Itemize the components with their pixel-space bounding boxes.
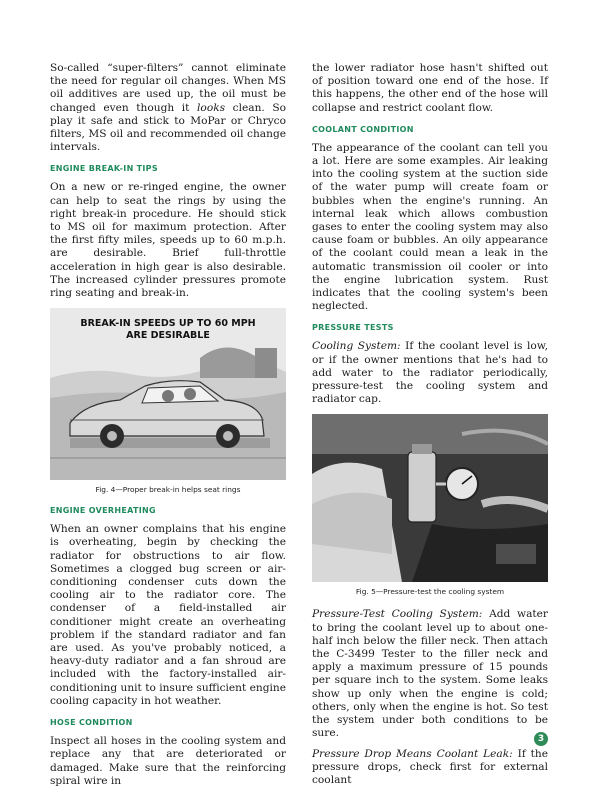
figure-4-caption: Fig. 4—Proper break-in helps seat rings bbox=[95, 485, 241, 495]
figure-4-title-overlay bbox=[50, 318, 286, 480]
paragraph-hose-condition: Inspect all hoses in the cooling system and replace any that are deteriorated or damaged. Make sure that the reinforcing spiral wire in bbox=[50, 735, 286, 787]
pressure-test-photo bbox=[312, 414, 548, 582]
paragraph-coolant-condition: The appearance of the coolant can tell you a lot. Here are some examples. Air leaking into the cooling system at the suction side of the water pump will create foam or bubbles when the engine's running. An internal leak which allows combustion gases to enter the cooling system may also cause foam or bubbles. An oily appearance of the coolant could mean a leak in the automatic transmission oil cooler or into the engine lubrication system. Rust indicates that the cooling system's been neglected. bbox=[312, 141, 548, 313]
figure-5 bbox=[312, 414, 548, 596]
figure-4 bbox=[50, 308, 286, 494]
paragraph-pressure-drop: Pressure Drop Means Coolant Leak: If the pressure drops, check first for external coolant bbox=[312, 747, 548, 786]
paragraph-cooling-system: Cooling System: If the coolant level is low, or if the owner mentions that he's had to add water to the radiator periodically, pressure-test the cooling system and radiator cap. bbox=[312, 340, 548, 406]
heading-hose-condition: HOSE CONDITION bbox=[50, 718, 133, 728]
paragraph-pressure-test-cooling-system: Pressure-Test Cooling System: Add water to bring the coolant level up to about one-half inch below the filler neck. Then attach the C-3499 Tester to the filler neck and apply a maximum pressure of 15 pounds per square inch to the system. Some leaks show up only when the engine is cold; others, only when the engine is hot. So test the system under both conditions to be sure. bbox=[312, 608, 548, 740]
heading-engine-break-in: ENGINE BREAK-IN TIPS bbox=[50, 164, 158, 174]
page-number-badge: 3 bbox=[534, 732, 548, 746]
figure-4-title-line-2: ARE DESIRABLE bbox=[126, 330, 210, 342]
paragraph-hose-continued: the lower radiator hose hasn't shifted out of position toward one end of the hose. If this happens, the other end of the hose will collapse and restrict coolant flow. bbox=[312, 62, 548, 114]
figure-5-caption: Fig. 5—Pressure-test the cooling system bbox=[355, 587, 505, 597]
paragraph-break-in: On a new or re-ringed engine, the owner can help to seat the rings by using the right break-in procedure. He should stick to MS oil for maximum protection. After the first fifty miles, speeds up to 60 m.p.h. are desirable. Brief full-throttle acceleration in high gear is also desirable. The increased cylinder pressures promote ring seating and break-in. bbox=[50, 181, 286, 300]
heading-coolant-condition: COOLANT CONDITION bbox=[312, 124, 414, 134]
paragraph-overheating: When an owner complains that his engine is overheating, begin by checking the radiator for obstructions to air flow. Sometimes a clogged bug screen or air-conditioning condenser cuts down the cooling air to the radiator core. The condenser of a field-installed air conditioner might create an overheating problem if the standard radiator and fan are used. As you've probably noticed, a heavy-duty radiator and a fan shroud are included with the factory-installed air-conditioning unit to insure sufficient engine cooling capacity in hot weather. bbox=[50, 523, 286, 707]
heading-pressure-tests: PRESSURE TESTS bbox=[312, 323, 394, 333]
figure-4-title-line-1: BREAK-IN SPEEDS UP TO 60 MPH bbox=[80, 318, 256, 330]
right-column bbox=[312, 62, 548, 794]
left-column bbox=[50, 62, 286, 795]
heading-engine-overheating: ENGINE OVERHEATING bbox=[50, 506, 156, 516]
paragraph-superfilters: So-called “super-filters” cannot eliminate the need for regular oil changes. When MS oil additives are used up, the oil must be changed even though it looks clean. So play it safe and stick to MoPar or Chryco filters, MS oil and recommended oil change intervals. bbox=[50, 62, 286, 154]
